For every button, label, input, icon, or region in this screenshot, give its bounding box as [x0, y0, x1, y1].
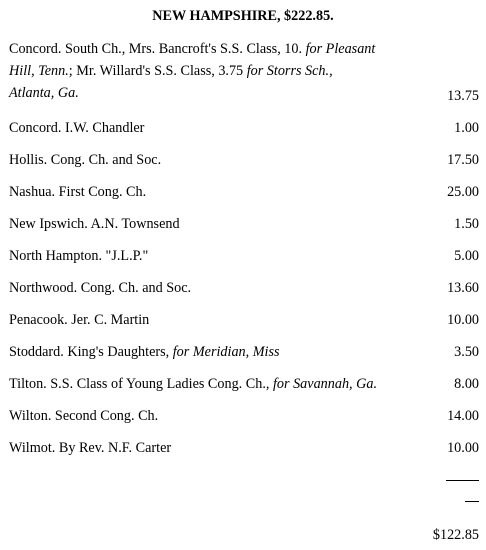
entry-amount: 10.00 [447, 312, 479, 328]
list-item [9, 235, 479, 267]
entry-amount: 14.00 [447, 408, 479, 424]
entry-description: North Hampton. "J.L.P." [9, 248, 149, 264]
list-item [9, 363, 479, 395]
list-item [9, 171, 479, 203]
entry-description [9, 341, 429, 363]
list-item [9, 299, 479, 331]
entry-description: Wilmot. By Rev. N.F. Carter [9, 440, 172, 456]
list-item [9, 139, 479, 171]
entry-text-italic: for Storrs Sch., [246, 63, 333, 79]
entry-amount: 13.75 [447, 88, 479, 104]
entry-description [9, 373, 429, 395]
list-item [9, 267, 479, 299]
entry-description: Northwood. Cong. Ch. and Soc. [9, 280, 192, 296]
sum-divider-short [465, 501, 479, 502]
entry-description [9, 38, 429, 104]
list-item [9, 203, 479, 235]
sum-divider [446, 480, 479, 481]
entry-description: Wilton. Second Cong. Ch. [9, 408, 159, 424]
entry-amount: 25.00 [447, 184, 479, 200]
entry-text: Stoddard. King's Daughters, [9, 344, 173, 360]
entry-text-italic: for Savannah, Ga. [272, 376, 378, 392]
list-item [9, 107, 479, 139]
total-amount: $122.85 [432, 527, 479, 543]
entry-description: Penacook. Jer. C. Martin [9, 312, 150, 328]
list-item [9, 395, 479, 427]
entry-amount: 1.50 [454, 216, 479, 232]
entry-amount: 13.60 [447, 280, 479, 296]
entry-text: ; Mr. Willard's S.S. Class, 3.75 [68, 63, 247, 79]
page-title: NEW HAMPSHIRE, $222.85. [152, 8, 334, 24]
entry-amount: 8.00 [454, 376, 479, 392]
entry-text-italic: for Pleasant [305, 41, 376, 57]
list-item [9, 427, 479, 459]
entry-description: Nashua. First Cong. Ch. [9, 184, 147, 200]
entry-amount: 10.00 [447, 440, 479, 456]
entry-text-italic: for Meridian, Miss [172, 344, 280, 360]
entry-amount: 3.50 [454, 344, 479, 360]
entry-amount: 17.50 [447, 152, 479, 168]
list-item [9, 38, 479, 107]
entry-description: Concord. I.W. Chandler [9, 120, 145, 136]
list-item [9, 331, 479, 363]
entry-description: Hollis. Cong. Ch. and Soc. [9, 152, 162, 168]
entry-text: Concord. South Ch., Mrs. Bancroft's S.S. Class, 10. [9, 41, 306, 57]
entry-text: Tilton. S.S. Class of Young Ladies Cong. Ch., [9, 376, 273, 392]
entry-description: New Ipswich. A.N. Townsend [9, 216, 180, 232]
entry-text-italic: Hill, Tenn. [9, 63, 69, 79]
entry-text-italic: Atlanta, Ga. [9, 85, 79, 101]
donation-list [9, 38, 479, 459]
entry-amount: 1.00 [454, 120, 479, 136]
entry-amount: 5.00 [454, 248, 479, 264]
